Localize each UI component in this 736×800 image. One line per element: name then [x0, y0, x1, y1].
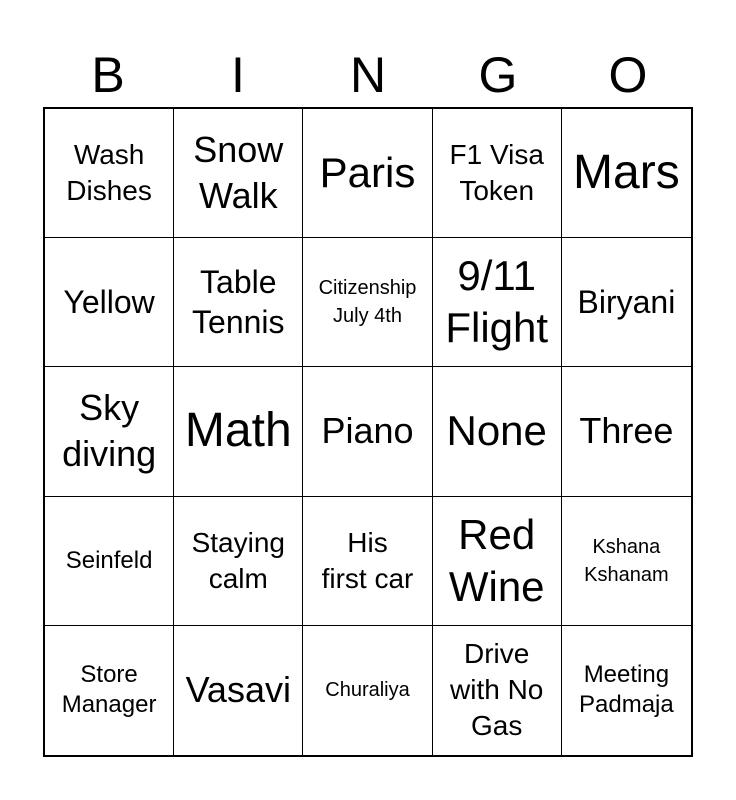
bingo-cell[interactable]: [303, 497, 432, 626]
bingo-cell[interactable]: [174, 497, 303, 626]
cell-text: Biryani: [577, 284, 676, 321]
bingo-cell[interactable]: [433, 626, 562, 755]
cell-text: Store Manager: [61, 661, 157, 719]
header-letter-o: O: [608, 47, 648, 103]
bingo-cell[interactable]: [303, 367, 432, 496]
cell-text: Snow Walk: [193, 129, 284, 217]
cell-text: Wash Dishes: [66, 139, 152, 207]
bingo-cell[interactable]: [562, 626, 691, 755]
cell-text: 9/11 Flight: [445, 252, 549, 352]
bingo-cell[interactable]: [45, 626, 174, 755]
header-letter-i: I: [231, 47, 245, 103]
cell-text: Math: [184, 404, 292, 458]
bingo-cell[interactable]: [303, 626, 432, 755]
cell-text: Piano: [321, 410, 414, 452]
cell-text: None: [446, 407, 547, 455]
cell-text: Three: [579, 410, 674, 452]
bingo-cell[interactable]: [174, 367, 303, 496]
bingo-cell[interactable]: [45, 238, 174, 367]
cell-text: Seinfeld: [65, 546, 153, 574]
bingo-cell[interactable]: [433, 497, 562, 626]
cell-text: Vasavi: [185, 669, 291, 711]
cell-text: Kshana Kshanam: [584, 535, 669, 586]
bingo-cell[interactable]: [433, 238, 562, 367]
cell-text: Mars: [573, 146, 680, 200]
bingo-cell[interactable]: [433, 367, 562, 496]
cell-text: Drive with No Gas: [450, 638, 544, 742]
cell-text: Churaliya: [325, 679, 410, 702]
cell-text: Paris: [319, 149, 416, 197]
cell-text: His first car: [321, 526, 414, 594]
cell-text: Sky diving: [62, 387, 157, 475]
bingo-cell[interactable]: [562, 238, 691, 367]
cell-text: Staying calm: [191, 526, 285, 594]
bingo-cell[interactable]: [45, 109, 174, 238]
cell-text: Meeting Padmaja: [579, 661, 674, 719]
cell-text: Citizenship July 4th: [318, 277, 417, 328]
header-letter-b: B: [91, 47, 125, 103]
header-letter-g: G: [478, 47, 518, 103]
cell-text: F1 Visa Token: [449, 139, 544, 207]
cell-text: Table Tennis: [192, 264, 285, 341]
bingo-cell[interactable]: [45, 367, 174, 496]
bingo-cell[interactable]: [303, 238, 432, 367]
bingo-cell[interactable]: [562, 109, 691, 238]
bingo-cell[interactable]: [562, 367, 691, 496]
cell-text: Red Wine: [448, 510, 545, 610]
bingo-cell[interactable]: [174, 109, 303, 238]
bingo-cell[interactable]: [433, 109, 562, 238]
bingo-cell[interactable]: [174, 238, 303, 367]
bingo-card-grid: [43, 107, 693, 757]
bingo-header: [43, 42, 693, 108]
bingo-cell[interactable]: [303, 109, 432, 238]
bingo-cell[interactable]: [45, 497, 174, 626]
cell-text: Yellow: [63, 284, 155, 321]
bingo-cell[interactable]: [174, 626, 303, 755]
bingo-cell[interactable]: [562, 497, 691, 626]
header-letter-n: N: [349, 47, 387, 103]
